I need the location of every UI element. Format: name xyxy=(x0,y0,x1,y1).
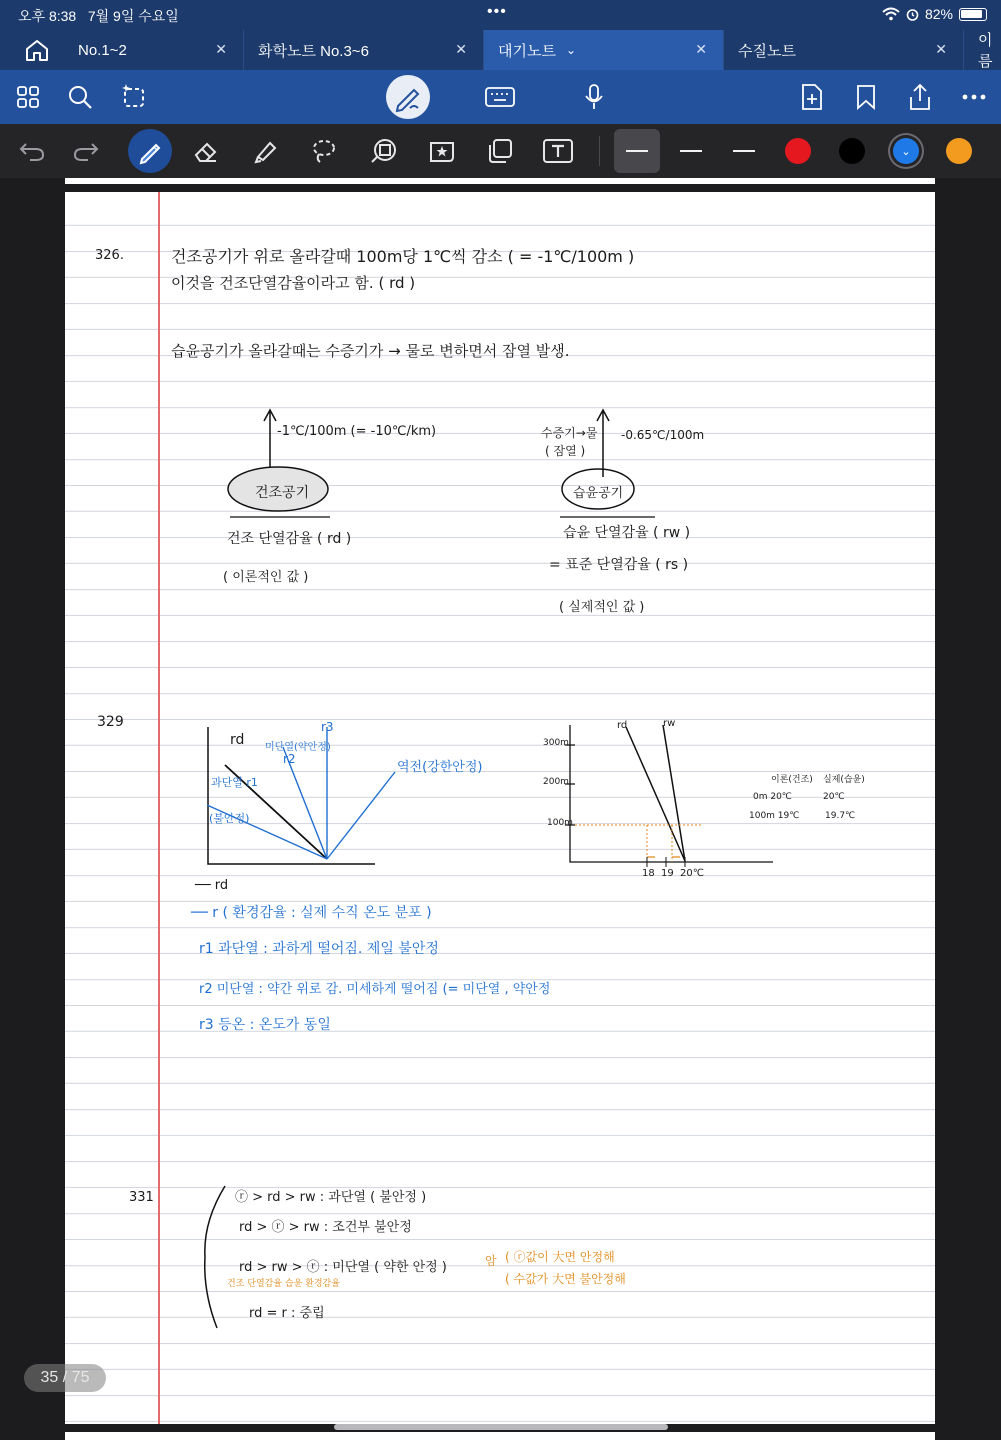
graph2-y-100: 100m xyxy=(547,818,573,828)
memo-label: 암 xyxy=(485,1254,497,1268)
margin-line xyxy=(158,192,160,1424)
close-icon[interactable]: ✕ xyxy=(695,41,707,57)
tab-name[interactable] xyxy=(964,30,1001,70)
battery-icon xyxy=(959,8,987,21)
brace xyxy=(199,1182,229,1332)
alarm-icon xyxy=(906,8,919,21)
add-page-icon[interactable] xyxy=(794,79,830,115)
lasso-icon[interactable] xyxy=(306,133,342,169)
graph2-y-200: 200m xyxy=(543,777,569,787)
note-line: 건조공기가 위로 올라갈때 100m당 1℃씩 감소 ( = -1℃/100m ) xyxy=(171,247,635,266)
note-line: 이것을 건조단열감율이라고 함. ( rd ) xyxy=(171,274,416,292)
dry-air-label: 건조공기 xyxy=(255,485,310,501)
battery-percent: 82% xyxy=(924,6,953,22)
wet-side-note2: ( 잠열 ) xyxy=(545,444,586,458)
legend-rd: ── rd xyxy=(195,878,229,893)
wet-rate: -0.65℃/100m xyxy=(621,428,705,442)
scroll-handle[interactable] xyxy=(334,1424,668,1430)
tab-label: 화학노트 No.3~6 xyxy=(258,42,369,60)
undo-icon[interactable] xyxy=(14,133,50,169)
graph2-x-18: 18 xyxy=(642,868,655,879)
problem-number: 329 xyxy=(97,714,124,730)
grid-icon[interactable] xyxy=(10,79,46,115)
temperature-height-graph xyxy=(535,717,795,887)
wet-side-note: 수증기→물 xyxy=(541,426,598,440)
graph2-label-rd: rd xyxy=(617,720,628,731)
tab-label: 이름 xyxy=(978,32,993,70)
tab-bar xyxy=(0,30,1001,70)
stroke-thick-button[interactable] xyxy=(721,129,767,173)
condition-conditional: rd > ⓡ > rw : 조건부 불안정 xyxy=(239,1220,412,1235)
table-header-actual: 실제(습윤) xyxy=(823,775,865,785)
toolbar-divider xyxy=(599,136,600,166)
standard-lapse-name: = 표준 단열감율 ( rs ) xyxy=(549,557,689,573)
table-cell: 20℃ xyxy=(823,792,845,802)
pen-mode-button[interactable] xyxy=(386,75,430,119)
table-cell: 0m 20℃ xyxy=(753,792,792,802)
graph2-x-19: 19 xyxy=(661,868,674,879)
wet-air-label: 습윤공기 xyxy=(573,486,624,501)
bookmark-icon[interactable] xyxy=(848,79,884,115)
chevron-down-icon[interactable]: ⌄ xyxy=(565,43,577,57)
stroke-thin-button[interactable] xyxy=(614,129,660,173)
main-toolbar xyxy=(0,70,1001,124)
color-orange[interactable] xyxy=(946,138,972,164)
tab-chem[interactable] xyxy=(244,30,484,70)
status-right xyxy=(882,6,987,22)
color-red[interactable] xyxy=(785,138,811,164)
keyboard-icon[interactable] xyxy=(482,79,518,115)
graph1-label-r1: 과단열 r1 xyxy=(211,776,258,789)
legend-r3: r3 등온 : 온도가 동일 xyxy=(199,1017,331,1033)
dry-note: ( 이론적인 값 ) xyxy=(223,570,309,585)
condition-neutral: rd = r : 중립 xyxy=(249,1306,325,1321)
memo-line: ( ⓡ값이 大면 안정해 xyxy=(505,1250,615,1264)
chevron-down-icon: ⌄ xyxy=(901,145,911,158)
text-tool-icon[interactable] xyxy=(540,133,576,169)
previous-page-edge xyxy=(65,178,935,184)
more-icon[interactable] xyxy=(956,79,992,115)
wet-note: ( 실제적인 값 ) xyxy=(559,600,645,615)
table-cell: 19.7℃ xyxy=(825,811,856,821)
line-rw xyxy=(663,725,685,861)
graph1-r1-note: (불안정) xyxy=(209,812,250,825)
dry-lapse-name: 건조 단열감율 ( rd ) xyxy=(227,531,352,547)
condition-sub-labels: 건조 단열감율 습윤 환경감율 xyxy=(227,1279,340,1289)
line-inversion xyxy=(327,772,395,859)
search-icon[interactable] xyxy=(62,79,98,115)
color-black[interactable] xyxy=(839,138,865,164)
table-cell: 100m 19℃ xyxy=(749,811,800,821)
page-indicator: 35 / 75 xyxy=(24,1364,106,1392)
line-rd xyxy=(626,727,685,861)
eraser-icon[interactable] xyxy=(188,133,224,169)
stroke-medium-button[interactable] xyxy=(668,129,714,173)
next-page-edge xyxy=(65,1432,935,1440)
problem-number: 331 xyxy=(129,1190,154,1205)
redo-icon[interactable] xyxy=(68,133,104,169)
legend-r1: r1 과단열 : 과하게 떨어짐. 제일 불안정 xyxy=(199,941,439,957)
share-icon[interactable] xyxy=(902,79,938,115)
graph1-label-r3: r3 xyxy=(321,720,334,734)
graph1-label-rd: rd xyxy=(230,732,245,748)
graph2-x-20: 20℃ xyxy=(680,868,704,879)
wifi-icon xyxy=(882,7,900,21)
shape-icon[interactable] xyxy=(366,133,402,169)
multitask-dots-icon[interactable]: ••• xyxy=(487,3,507,20)
image-icon[interactable] xyxy=(482,133,518,169)
graph2-label-rw: rw xyxy=(663,718,676,729)
wet-lapse-name: 습윤 단열감율 ( rw ) xyxy=(563,525,691,541)
note-line: 습윤공기가 올라갈때는 수증기가 → 물로 변하면서 잠열 발생. xyxy=(171,342,570,360)
status-bar xyxy=(0,0,1001,30)
condition-unstable: ⓡ > rd > rw : 과단열 ( 불안정 ) xyxy=(235,1190,427,1205)
problem-number: 326. xyxy=(95,248,124,263)
tab-label: No.1~2 xyxy=(78,41,127,59)
condition-stable: rd > rw > ⓡ : 미단열 ( 약한 안정 ) xyxy=(239,1260,447,1275)
memo-line: ( 수값가 大면 불안정해 xyxy=(505,1272,626,1286)
dry-rate: -1℃/100m (= -10℃/km) xyxy=(277,424,437,439)
sticker-icon[interactable] xyxy=(424,133,460,169)
legend-r: ── r ( 환경감율 : 실제 수직 온도 분포 ) xyxy=(191,905,432,921)
graph2-y-300: 300m xyxy=(543,738,569,748)
close-icon[interactable]: ✕ xyxy=(455,41,467,57)
microphone-icon[interactable] xyxy=(576,79,612,115)
graph1-r2-note: 미단열(약안정) xyxy=(265,742,331,753)
highlighter-icon[interactable] xyxy=(248,133,284,169)
graph1-label-r2: r2 xyxy=(283,752,296,766)
color-blue[interactable] xyxy=(893,138,919,164)
home-icon[interactable] xyxy=(20,37,54,63)
note-page[interactable] xyxy=(65,192,935,1424)
status-time: 오후 8:38 7월 9일 수요일 xyxy=(18,8,179,24)
tab-air[interactable] xyxy=(484,30,724,70)
tab-label: 대기노트 xyxy=(498,42,556,60)
close-icon[interactable]: ✕ xyxy=(215,41,227,57)
drawing-toolbar xyxy=(0,124,1001,178)
graph1-inversion: 역전(강한안정) xyxy=(397,760,483,775)
legend-r2: r2 미단열 : 약간 위로 감. 미세하게 떨어짐 (= 미단열 , 약안정 xyxy=(199,982,551,997)
tab-water[interactable] xyxy=(724,30,964,70)
close-icon[interactable]: ✕ xyxy=(935,41,947,57)
pen-tool-icon[interactable] xyxy=(128,129,172,173)
tab-label: 수질노트 xyxy=(738,42,796,60)
tab-no1[interactable] xyxy=(64,30,244,70)
table-header-theory: 이론(건조) xyxy=(771,775,813,785)
ai-select-icon[interactable] xyxy=(116,79,152,115)
